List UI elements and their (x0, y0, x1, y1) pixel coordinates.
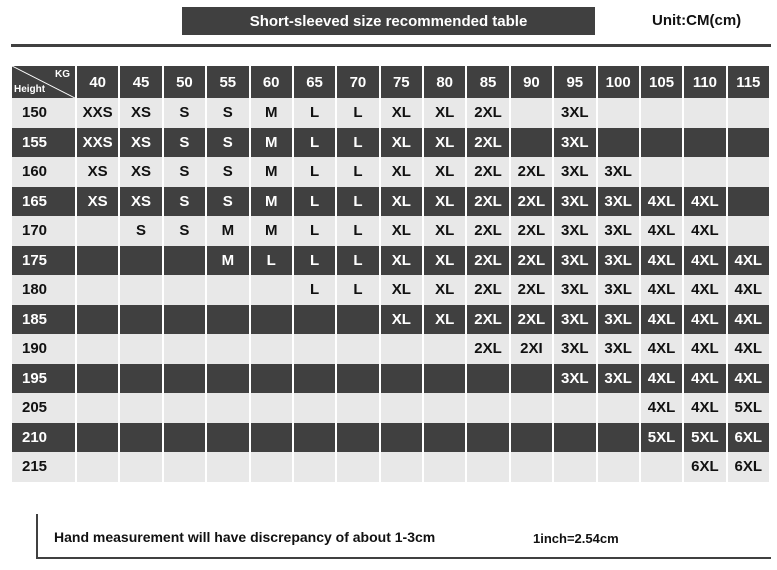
size-cell: 3XL (554, 305, 595, 335)
size-cell (424, 452, 465, 482)
size-cell (467, 452, 508, 482)
size-cell (598, 452, 639, 482)
weight-header-cell: 50 (164, 66, 205, 98)
size-cell (511, 393, 552, 423)
height-cell: 195 (12, 364, 75, 394)
size-cell: 2XL (511, 246, 552, 276)
size-cell: S (164, 157, 205, 187)
size-cell: 4XL (728, 364, 769, 394)
size-cell: 3XL (598, 305, 639, 335)
kg-label: KG (55, 69, 70, 80)
size-cell: 4XL (641, 364, 682, 394)
size-cell: 5XL (684, 423, 725, 453)
size-cell: XL (424, 128, 465, 158)
size-cell (337, 305, 378, 335)
size-cell (120, 393, 161, 423)
size-cell: XL (381, 275, 422, 305)
size-cell (554, 393, 595, 423)
size-cell (598, 393, 639, 423)
size-cell: M (251, 128, 292, 158)
unit-label: Unit:CM(cm) (652, 12, 742, 29)
weight-header-cell: 100 (598, 66, 639, 98)
size-cell (77, 452, 118, 482)
size-cell: 4XL (641, 187, 682, 217)
size-cell: 2XL (511, 216, 552, 246)
size-cell: L (337, 187, 378, 217)
table-row (12, 334, 769, 364)
size-cell: M (207, 246, 248, 276)
size-cell (164, 364, 205, 394)
weight-header-cell: 115 (728, 66, 769, 98)
size-cell (207, 305, 248, 335)
size-cell: 2XL (467, 187, 508, 217)
size-cell: XL (424, 157, 465, 187)
size-cell (207, 364, 248, 394)
size-cell: 4XL (641, 216, 682, 246)
size-cell: S (164, 187, 205, 217)
size-cell: M (251, 98, 292, 128)
size-cell: 6XL (728, 452, 769, 482)
size-cell: 3XL (598, 246, 639, 276)
size-cell (77, 216, 118, 246)
size-cell (467, 393, 508, 423)
size-cell (728, 157, 769, 187)
size-cell: XS (120, 187, 161, 217)
size-cell: XS (120, 98, 161, 128)
size-cell: 3XL (554, 128, 595, 158)
size-cell (77, 275, 118, 305)
weight-header-cell: 40 (77, 66, 118, 98)
size-cell: L (337, 216, 378, 246)
size-cell (381, 452, 422, 482)
size-cell (337, 452, 378, 482)
table-row (12, 452, 769, 482)
size-cell: 4XL (684, 246, 725, 276)
size-cell (251, 364, 292, 394)
size-cell: 3XL (598, 275, 639, 305)
table-row (12, 393, 769, 423)
size-cell: L (294, 246, 335, 276)
size-cell (554, 452, 595, 482)
size-cell (511, 364, 552, 394)
table-row (12, 187, 769, 217)
size-cell: 3XL (598, 216, 639, 246)
table-row (12, 98, 769, 128)
size-cell: 3XL (598, 364, 639, 394)
size-cell: 3XL (598, 157, 639, 187)
size-cell (164, 275, 205, 305)
size-cell (467, 423, 508, 453)
size-cell (684, 98, 725, 128)
size-cell: XL (424, 246, 465, 276)
size-cell: 4XL (728, 246, 769, 276)
size-cell (641, 128, 682, 158)
size-cell: 3XL (554, 216, 595, 246)
height-label: Height (14, 84, 46, 95)
size-cell (554, 423, 595, 453)
size-cell (511, 128, 552, 158)
size-cell (294, 452, 335, 482)
size-cell (424, 364, 465, 394)
size-cell (294, 423, 335, 453)
size-cell: 2XI (511, 334, 552, 364)
size-cell: 4XL (728, 275, 769, 305)
size-cell: S (207, 128, 248, 158)
size-cell: L (337, 246, 378, 276)
height-cell: 210 (12, 423, 75, 453)
size-cell: 2XL (511, 157, 552, 187)
weight-header-cell: 45 (120, 66, 161, 98)
size-cell: L (251, 246, 292, 276)
size-cell (598, 423, 639, 453)
size-cell (728, 128, 769, 158)
weight-header-cell: 105 (641, 66, 682, 98)
size-cell: L (294, 98, 335, 128)
size-cell: 2XL (511, 305, 552, 335)
size-cell: L (337, 275, 378, 305)
size-cell (251, 452, 292, 482)
size-cell (294, 305, 335, 335)
size-cell (207, 275, 248, 305)
size-cell: 4XL (641, 305, 682, 335)
table-row (12, 364, 769, 394)
height-cell: 205 (12, 393, 75, 423)
size-cell: 2XL (511, 275, 552, 305)
size-cell: 3XL (598, 334, 639, 364)
height-cell: 160 (12, 157, 75, 187)
size-cell: XXS (77, 98, 118, 128)
size-cell: 3XL (598, 187, 639, 217)
size-cell (120, 334, 161, 364)
size-cell: XL (381, 216, 422, 246)
corner-cell (12, 66, 75, 98)
size-cell: XL (424, 305, 465, 335)
height-cell: 165 (12, 187, 75, 217)
size-cell: XL (424, 216, 465, 246)
size-cell (684, 157, 725, 187)
size-cell (424, 423, 465, 453)
size-cell: S (120, 216, 161, 246)
size-cell (251, 393, 292, 423)
size-cell: 4XL (684, 364, 725, 394)
size-cell: XL (424, 98, 465, 128)
size-cell: 2XL (467, 334, 508, 364)
size-cell (511, 423, 552, 453)
size-cell (337, 423, 378, 453)
size-cell (207, 423, 248, 453)
size-cell: 6XL (728, 423, 769, 453)
size-cell (77, 393, 118, 423)
size-cell: S (164, 98, 205, 128)
size-cell (77, 246, 118, 276)
size-cell (381, 364, 422, 394)
size-cell (77, 334, 118, 364)
size-cell: XL (381, 157, 422, 187)
size-cell (337, 364, 378, 394)
size-cell (164, 452, 205, 482)
size-cell: 3XL (554, 364, 595, 394)
size-cell: 4XL (641, 275, 682, 305)
weight-header-cell: 70 (337, 66, 378, 98)
size-cell: 4XL (728, 334, 769, 364)
size-cell: 3XL (554, 275, 595, 305)
size-cell (77, 423, 118, 453)
size-cell (120, 275, 161, 305)
size-cell: XL (381, 187, 422, 217)
size-cell: 4XL (641, 246, 682, 276)
size-cell: L (294, 187, 335, 217)
size-cell (424, 393, 465, 423)
size-cell: L (294, 157, 335, 187)
size-cell: 4XL (728, 305, 769, 335)
size-cell (641, 452, 682, 482)
size-cell: 4XL (641, 393, 682, 423)
size-cell: S (207, 187, 248, 217)
size-cell: L (337, 128, 378, 158)
size-cell (598, 98, 639, 128)
size-table (10, 66, 771, 482)
height-cell: 155 (12, 128, 75, 158)
size-cell: 2XL (511, 187, 552, 217)
weight-header-cell: 60 (251, 66, 292, 98)
size-cell: M (207, 216, 248, 246)
size-cell: S (207, 157, 248, 187)
table-title: Short-sleeved size recommended table (182, 7, 595, 35)
size-cell (381, 334, 422, 364)
size-cell: XL (381, 246, 422, 276)
size-cell: XS (120, 157, 161, 187)
size-cell: 4XL (684, 305, 725, 335)
size-cell: S (207, 98, 248, 128)
size-cell: XL (424, 275, 465, 305)
size-cell (294, 364, 335, 394)
size-cell (120, 423, 161, 453)
size-cell (294, 334, 335, 364)
size-cell: 3XL (554, 98, 595, 128)
size-cell: 2XL (467, 246, 508, 276)
size-cell: XL (381, 305, 422, 335)
size-cell (164, 393, 205, 423)
size-cell (120, 305, 161, 335)
size-cell (684, 128, 725, 158)
size-cell: 5XL (641, 423, 682, 453)
size-cell (598, 128, 639, 158)
size-cell (381, 393, 422, 423)
size-cell: XL (381, 128, 422, 158)
size-cell: 5XL (728, 393, 769, 423)
weight-header-cell: 110 (684, 66, 725, 98)
weight-header-cell: 90 (511, 66, 552, 98)
size-cell: L (294, 216, 335, 246)
size-cell: XL (424, 187, 465, 217)
size-cell (337, 334, 378, 364)
size-cell (251, 305, 292, 335)
table-row (12, 157, 769, 187)
weight-header-cell: 95 (554, 66, 595, 98)
size-cell: 2XL (467, 157, 508, 187)
height-cell: 185 (12, 305, 75, 335)
size-cell: L (294, 128, 335, 158)
weight-header-cell: 55 (207, 66, 248, 98)
size-cell: 2XL (467, 128, 508, 158)
weight-header-cell: 65 (294, 66, 335, 98)
height-cell: 180 (12, 275, 75, 305)
size-cell: M (251, 216, 292, 246)
size-cell (251, 275, 292, 305)
size-cell (728, 187, 769, 217)
size-cell (511, 452, 552, 482)
size-cell (164, 305, 205, 335)
size-cell (424, 334, 465, 364)
height-cell: 175 (12, 246, 75, 276)
size-cell: XS (120, 128, 161, 158)
header-divider (11, 44, 771, 47)
size-cell: XS (77, 187, 118, 217)
size-cell: 3XL (554, 187, 595, 217)
size-cell: 2XL (467, 305, 508, 335)
size-cell (381, 423, 422, 453)
height-cell: 190 (12, 334, 75, 364)
table-row (12, 216, 769, 246)
height-cell: 170 (12, 216, 75, 246)
size-cell (207, 334, 248, 364)
size-cell: 4XL (684, 275, 725, 305)
size-cell (120, 246, 161, 276)
size-cell: M (251, 187, 292, 217)
size-cell (164, 423, 205, 453)
size-cell (164, 334, 205, 364)
size-cell (294, 393, 335, 423)
size-cell (467, 364, 508, 394)
table-row (12, 246, 769, 276)
weight-header-cell: 75 (381, 66, 422, 98)
size-cell: 3XL (554, 246, 595, 276)
size-cell (207, 452, 248, 482)
size-table-body (12, 98, 769, 482)
size-cell (77, 305, 118, 335)
size-cell: XL (381, 98, 422, 128)
measurement-note: Hand measurement will have discrepancy of about 1-3cm (54, 529, 436, 545)
weight-header-cell: 85 (467, 66, 508, 98)
size-cell: XS (77, 157, 118, 187)
size-cell: S (164, 128, 205, 158)
size-cell: XXS (77, 128, 118, 158)
note-bracket-horizontal (36, 557, 771, 559)
size-cell (164, 246, 205, 276)
size-cell: 4XL (684, 334, 725, 364)
size-cell: L (337, 157, 378, 187)
weight-header-cell: 80 (424, 66, 465, 98)
table-row (12, 128, 769, 158)
table-row (12, 275, 769, 305)
size-cell: M (251, 157, 292, 187)
size-cell (641, 157, 682, 187)
table-row (12, 305, 769, 335)
size-cell: 2XL (467, 275, 508, 305)
size-cell (728, 216, 769, 246)
size-cell: 4XL (684, 216, 725, 246)
size-cell (251, 423, 292, 453)
size-cell (77, 364, 118, 394)
size-cell (511, 98, 552, 128)
size-cell: 2XL (467, 216, 508, 246)
note-bracket-vertical (36, 514, 38, 558)
table-row (12, 423, 769, 453)
size-cell (337, 393, 378, 423)
size-cell (641, 98, 682, 128)
size-cell: 4XL (684, 393, 725, 423)
height-cell: 215 (12, 452, 75, 482)
size-cell: L (294, 275, 335, 305)
size-cell: 4XL (641, 334, 682, 364)
size-cell: L (337, 98, 378, 128)
size-cell: 6XL (684, 452, 725, 482)
height-cell: 150 (12, 98, 75, 128)
size-cell: 2XL (467, 98, 508, 128)
size-cell (120, 452, 161, 482)
weight-header-row (12, 66, 769, 98)
size-cell: S (164, 216, 205, 246)
size-cell: 3XL (554, 334, 595, 364)
inch-conversion: 1inch=2.54cm (533, 531, 619, 546)
size-cell: 4XL (684, 187, 725, 217)
size-cell (251, 334, 292, 364)
size-cell (207, 393, 248, 423)
size-cell (728, 98, 769, 128)
size-cell: 3XL (554, 157, 595, 187)
size-cell (120, 364, 161, 394)
